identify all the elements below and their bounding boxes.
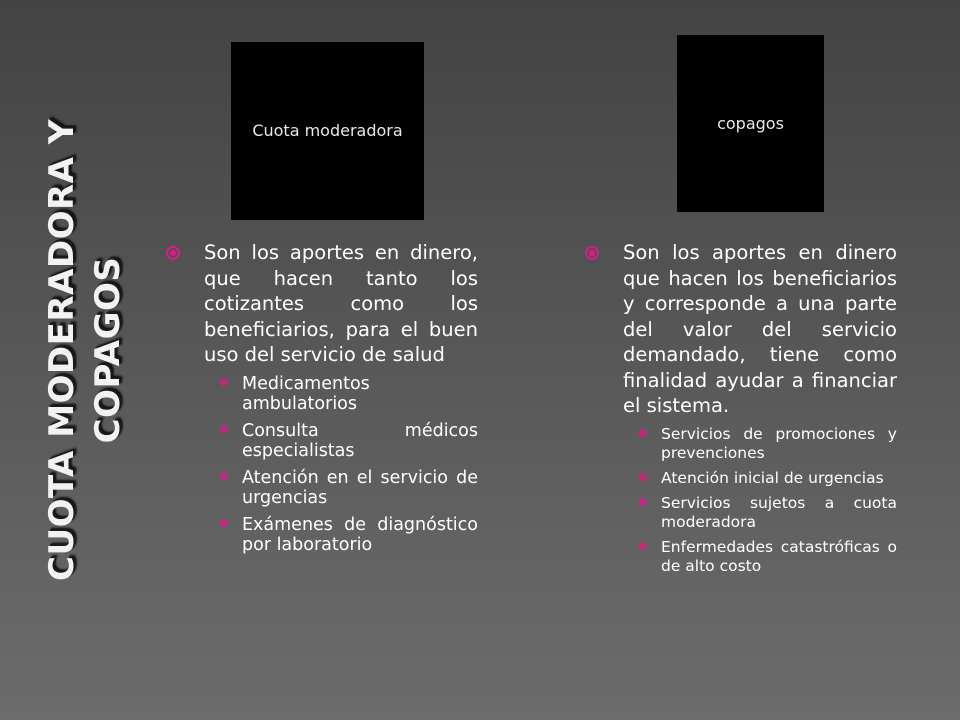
- list-item-text: Atención inicial de urgencias: [661, 468, 884, 487]
- diamond-bullet-icon: ❖: [218, 422, 230, 438]
- copagos-label: copagos: [717, 113, 784, 133]
- right-main-point: [585, 240, 897, 419]
- diamond-bullet-icon: ❖: [637, 495, 649, 511]
- right-sub-list: [585, 425, 897, 576]
- left-main-text: Son los aportes en dinero, que hacen tanto los cotizantes como los beneficiarios, para el buen uso del servicio de salud: [204, 241, 478, 366]
- list-item-text: Servicios sujetos a cuota moderadora: [661, 493, 897, 531]
- cuota-moderadora-label: Cuota moderadora: [252, 121, 403, 140]
- diamond-bullet-icon: ❖: [637, 539, 649, 555]
- list-item: [216, 374, 478, 415]
- list-item: [635, 469, 897, 488]
- circle-dot-bullet-icon: [585, 246, 599, 260]
- list-item: [216, 515, 478, 556]
- copagos-box: [677, 35, 824, 212]
- diamond-bullet-icon: ❖: [218, 516, 230, 532]
- diamond-bullet-icon: ❖: [218, 375, 230, 391]
- list-item-text: Consulta médicos especialistas: [242, 420, 478, 461]
- circle-dot-bullet-icon: [166, 246, 180, 260]
- diamond-bullet-icon: ❖: [637, 470, 649, 486]
- left-sub-list: [166, 374, 478, 556]
- diamond-bullet-icon: ❖: [637, 426, 649, 442]
- left-main-point: [166, 240, 478, 368]
- list-item-text: Atención en el servicio de urgencias: [242, 467, 478, 508]
- list-item: [635, 494, 897, 532]
- list-item: [635, 538, 897, 576]
- list-item-text: Medicamentos ambulatorios: [242, 373, 370, 414]
- left-column: [166, 240, 478, 562]
- list-item: [635, 425, 897, 463]
- title-container: [30, 110, 140, 590]
- list-item: [216, 468, 478, 509]
- list-item-text: Exámenes de diagnóstico por laboratorio: [242, 514, 478, 555]
- list-item-text: Enfermedades catastróficas o de alto costo: [661, 537, 897, 575]
- right-column: [585, 240, 897, 582]
- cuota-moderadora-box: [231, 42, 424, 220]
- diamond-bullet-icon: ❖: [218, 469, 230, 485]
- slide-title: CUOTA MODERADORA Y COPAGOS: [42, 119, 128, 581]
- list-item: [216, 421, 478, 462]
- right-main-text: Son los aportes en dinero que hacen los beneficiarios y corresponde a una parte del valor del servicio demandado, tiene como finalidad ayudar a financiar el sistema.: [623, 241, 897, 417]
- list-item-text: Servicios de promociones y prevenciones: [661, 424, 897, 462]
